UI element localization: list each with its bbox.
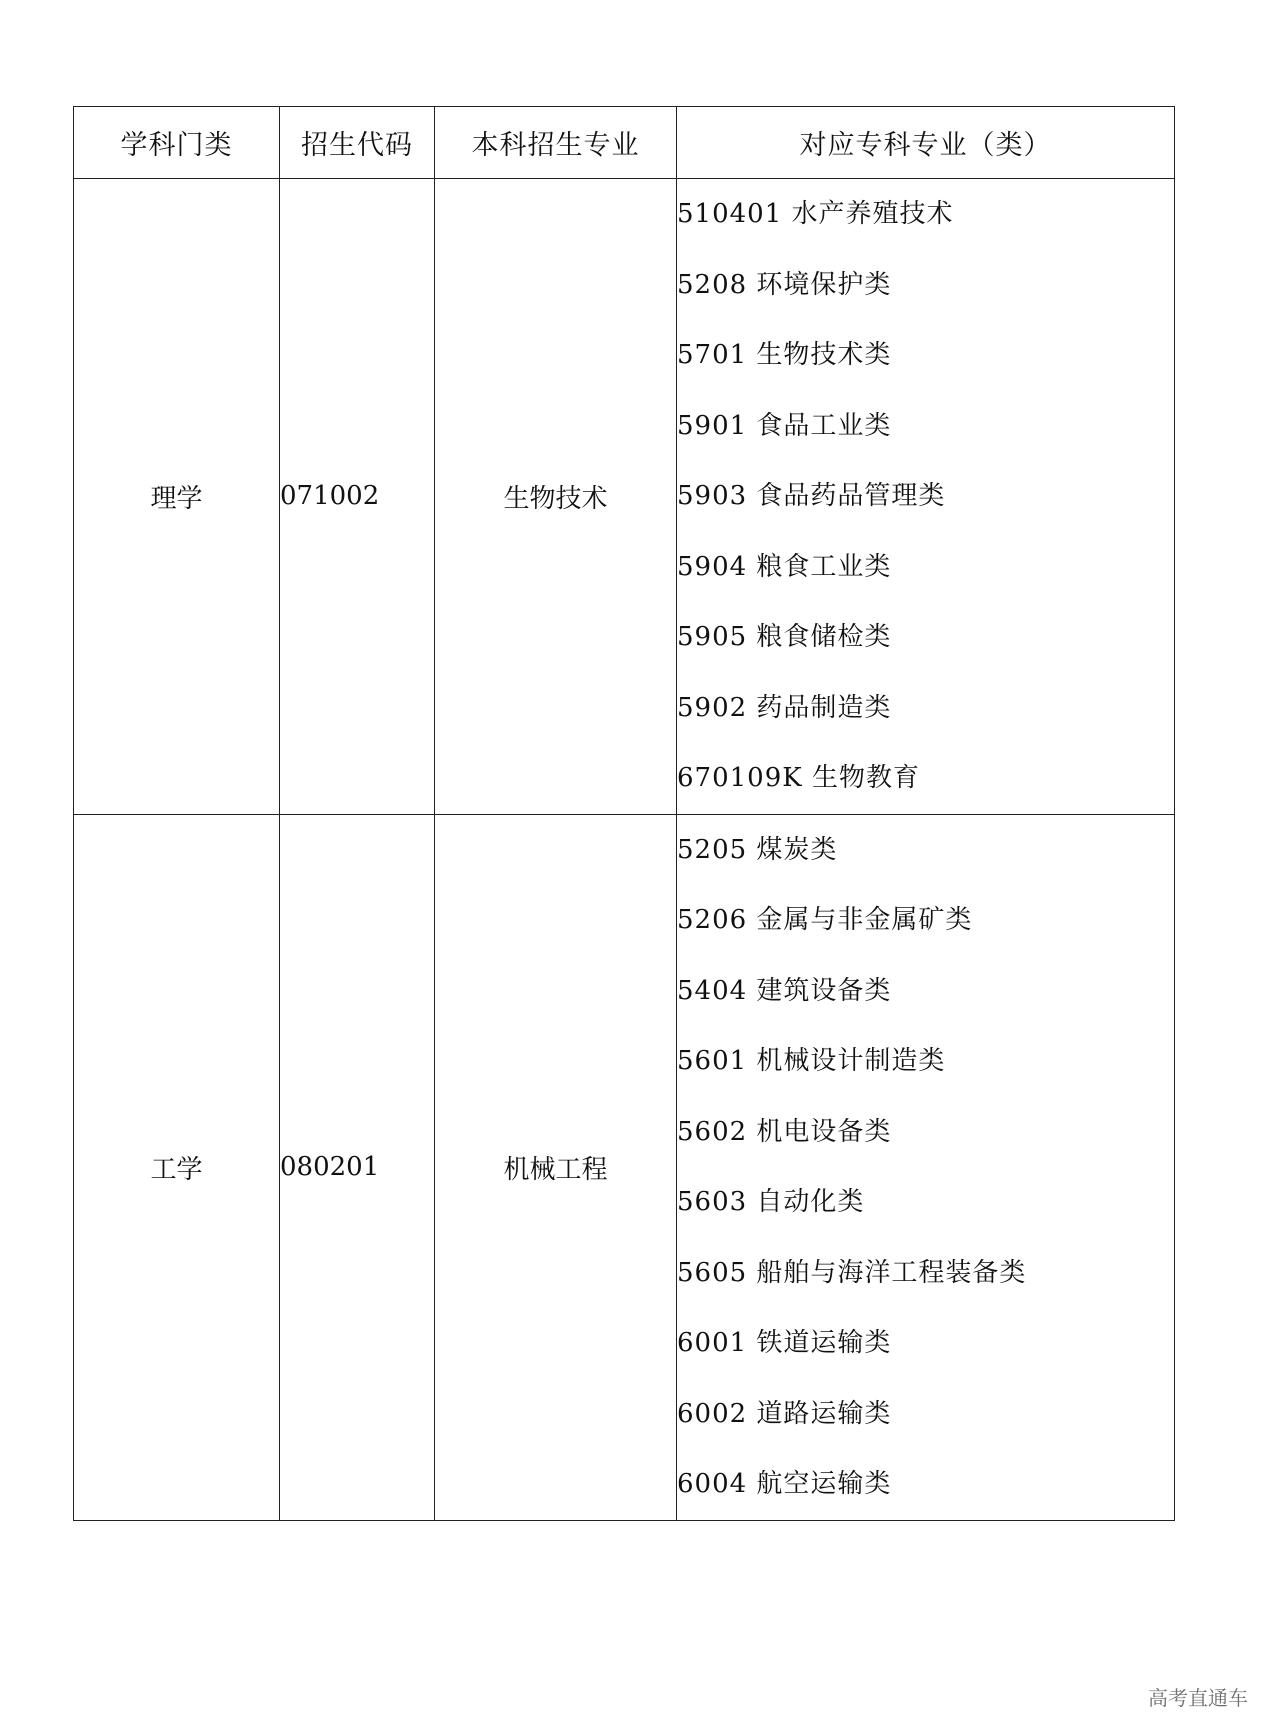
table-body <box>74 179 1175 1521</box>
specialty-item: 5901 食品工业类 <box>677 410 892 441</box>
header-enrollment-code: 招生代码 <box>280 107 435 179</box>
header-discipline-category: 学科门类 <box>74 107 280 179</box>
table-row <box>74 814 1175 1520</box>
header-undergraduate-major: 本科招生专业 <box>435 107 677 179</box>
specialty-item: 5701 生物技术类 <box>677 340 892 370</box>
code-cell: 071002 <box>280 179 435 815</box>
category-cell: 工学 <box>74 814 280 1520</box>
specialty-item: 5603 自动化类 <box>677 1187 865 1217</box>
specialty-item: 5404 建筑设备类 <box>677 975 892 1006</box>
specialty-mapping-table <box>73 106 1175 1521</box>
specialty-item: 6001 铁道运输类 <box>677 1328 892 1358</box>
table-header <box>74 107 1175 179</box>
specialty-item: 6002 道路运输类 <box>677 1398 892 1429</box>
code-cell: 080201 <box>280 814 435 1520</box>
specialty-item: 5601 机械设计制造类 <box>677 1046 946 1076</box>
major-cell: 机械工程 <box>435 814 677 1520</box>
category-cell: 理学 <box>74 179 280 815</box>
specialty-item: 670109K 生物教育 <box>677 763 920 793</box>
major-cell: 生物技术 <box>435 179 677 815</box>
specialties-cell <box>677 814 1175 1520</box>
header-row <box>74 107 1175 179</box>
table-row <box>74 179 1175 815</box>
specialty-item: 5905 粮食储检类 <box>677 622 892 652</box>
specialty-item: 5602 机电设备类 <box>677 1116 892 1147</box>
specialty-item: 510401 水产养殖技术 <box>677 199 954 229</box>
specialty-list <box>677 815 1174 1520</box>
specialty-item: 5904 粮食工业类 <box>677 551 892 582</box>
watermark: 高考直通车 <box>1148 1686 1248 1710</box>
specialty-item: 5902 药品制造类 <box>677 692 892 723</box>
specialty-item: 5206 金属与非金属矿类 <box>677 905 973 935</box>
header-corresponding-specialties: 对应专科专业（类） <box>677 107 1175 179</box>
specialties-cell <box>677 179 1175 815</box>
specialty-list <box>677 179 1174 814</box>
specialty-item: 5205 煤炭类 <box>677 834 838 865</box>
specialty-item: 5605 船舶与海洋工程装备类 <box>677 1257 1027 1288</box>
specialty-item: 5208 环境保护类 <box>677 269 892 300</box>
specialty-item: 5903 食品药品管理类 <box>677 481 946 511</box>
specialty-item: 6004 航空运输类 <box>677 1469 892 1499</box>
